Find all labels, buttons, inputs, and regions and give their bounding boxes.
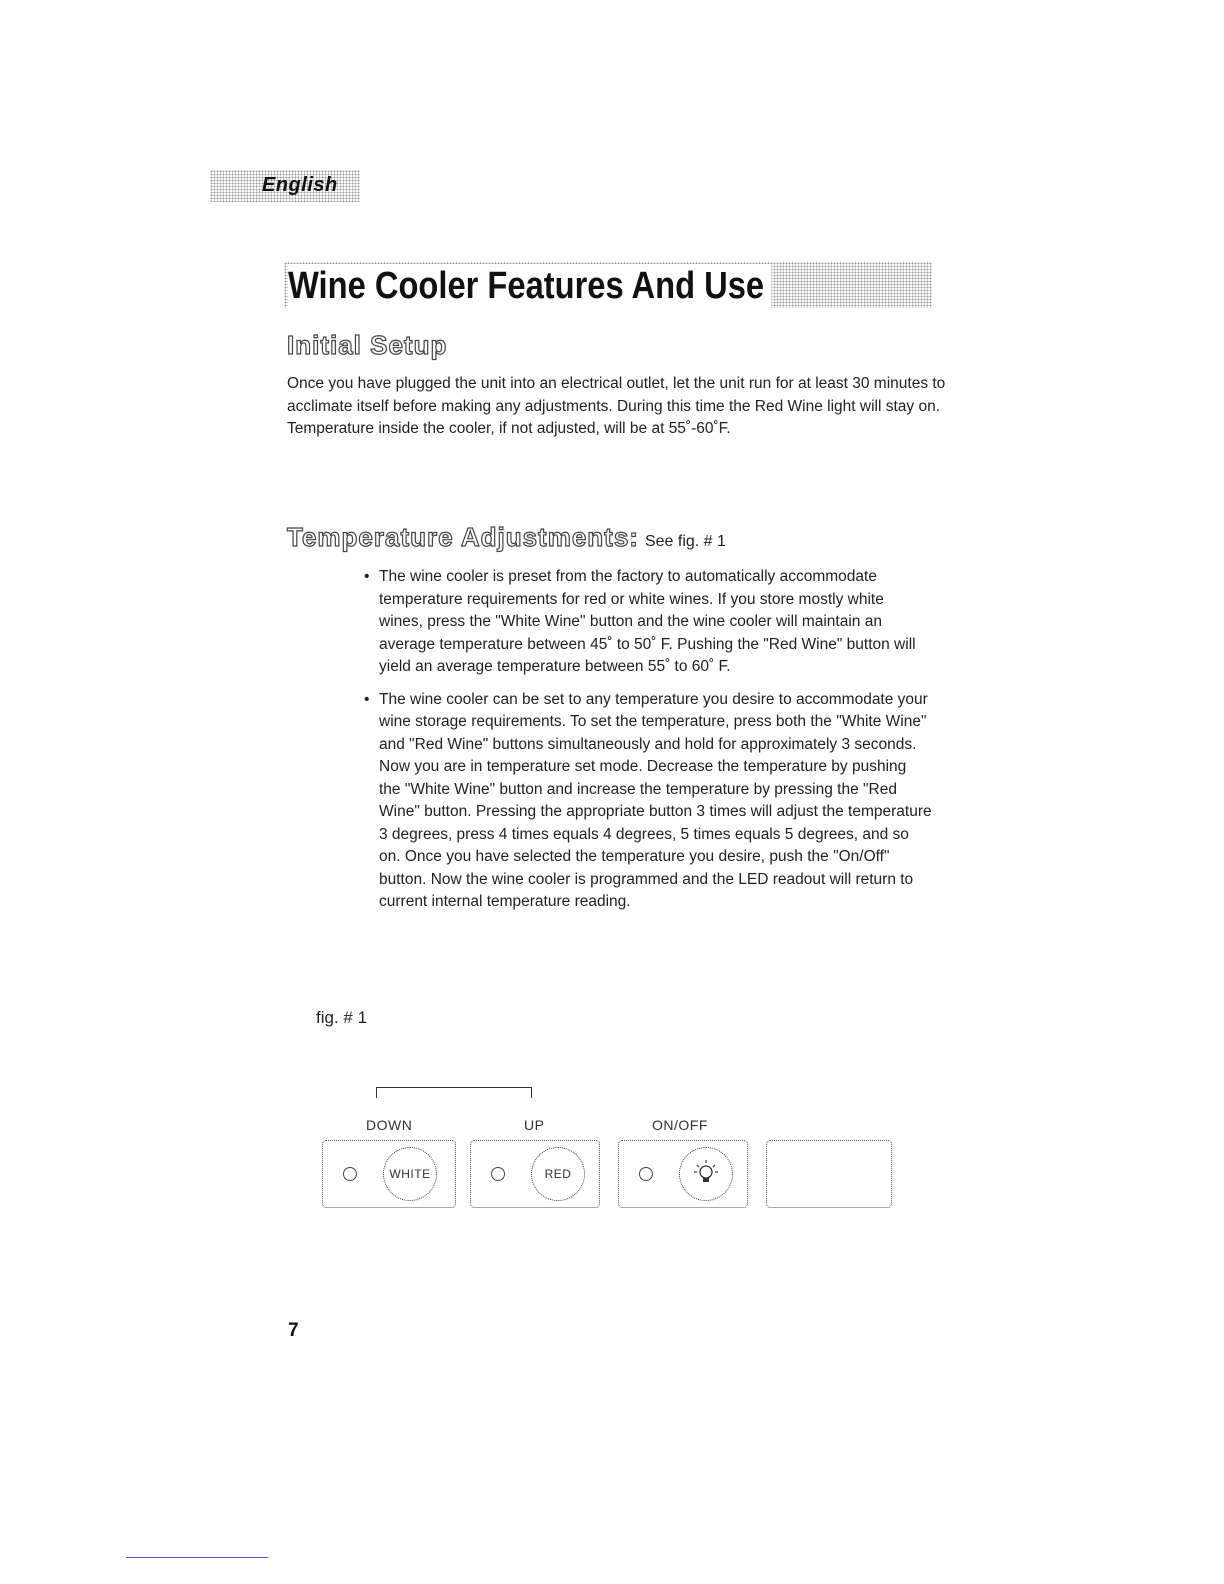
down-label: DOWN: [366, 1117, 413, 1133]
page-number: 7: [288, 1320, 299, 1341]
language-tab: [210, 170, 360, 202]
led-display-panel: [766, 1140, 892, 1208]
initial-setup-body: Once you have plugged the unit into an electrical outlet, let the unit run for at least 30 minutes to acclimate itself before making any adjustments. During this time the Red Wine light will stay on. Temperature inside the cooler, if not adjusted, will be at 55˚-60˚F.: [287, 375, 946, 437]
title-bar: [284, 262, 932, 308]
page-title: Wine Cooler Features And Use: [288, 264, 771, 308]
power-indicator-led: [639, 1167, 653, 1181]
bullet-preset: • The wine cooler is preset from the factory to automatically accommodate temperature requirements for red or white wines. If you store mostly white wines, press the "White Wine" button and the wine cooler will maintain an average temperature between 45˚ to 50˚ F. Pushing the "Red Wine" button will yield an average temperature between 55˚ to 60˚ F.: [362, 566, 932, 679]
red-indicator-led: [491, 1167, 505, 1181]
red-wine-panel: [470, 1140, 600, 1208]
on-off-button: [679, 1147, 733, 1201]
light-bulb-icon: [689, 1157, 723, 1191]
white-wine-button: WHITE: [383, 1147, 437, 1201]
white-wine-panel: [322, 1140, 456, 1208]
down-up-bracket: [376, 1087, 532, 1098]
temperature-bullets: [362, 566, 932, 924]
on-off-panel: [618, 1140, 748, 1208]
see-fig-reference: See fig. # 1: [644, 533, 726, 550]
on-off-label: ON/OFF: [652, 1117, 708, 1133]
figure-label: fig. # 1: [316, 1008, 368, 1027]
temperature-adjustments-title: Temperature Adjustments:: [287, 522, 639, 552]
temperature-adjustments-heading: [287, 522, 726, 553]
initial-setup-heading: Initial Setup: [287, 330, 448, 360]
red-wine-button: RED: [531, 1147, 585, 1201]
up-label: UP: [524, 1117, 545, 1133]
footer-rule: [126, 1557, 268, 1558]
white-indicator-led: [343, 1167, 357, 1181]
language-tab-label: English: [262, 174, 338, 196]
bullet-custom-temperature: • The wine cooler can be set to any temperature you desire to accommodate your wine storage requirements. To set the temperature, press both the "White Wine" and "Red Wine" buttons simultaneously and hold for approximately 3 seconds. Now you are in temperature set mode. Decrease the temperature by pushing the "White Wine" button and increase the temperature by pressing the "Red Wine" button. Pressing the appropriate button 3 times will adjust the temperature 3 degrees, press 4 times equals 4 degrees, 5 times equals 5 degrees, and so on. Once you have selected the temperature you desire, push the "On/Off" button. Now the wine cooler is programmed and the LED readout will return to current internal temperature reading.: [362, 689, 932, 914]
